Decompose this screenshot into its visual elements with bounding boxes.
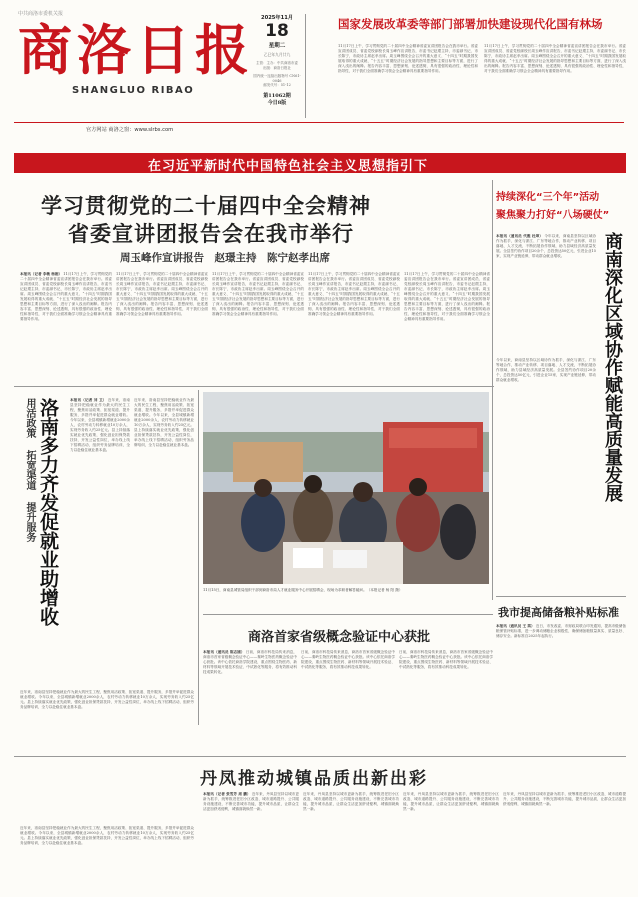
lead-title-line-1[interactable]: 学习贯彻党的二十届四中全会精神 [41,194,371,218]
lead-body-3: 11月17日上午，学习贯彻党的二十届四中全会精神省委宣讲团报告会在我市举行。省委宣讲团成员、省委党校副校长周玉峰作宣讲报告，市委书记赵璟主持，市委副书记、市长陈宁，市政协主席赵孝出席。周玉峰围绕全会召开的重大意义、“十四五”时期我国发展取得的重大成就、“十五五”时期经济社会发展的指导思想和主要目标等方面，进行了深入浅出的阐释。报告内容丰富、思想深刻、论述透彻，具有很强的政治性、理论性和指导性，对于我们全面准确学习领会全会精神具有重要指导作用。 [308,272,400,316]
right-body-a [496,234,596,354]
left-body-b: 近年来，洛南县坚持把稳就业作为最大的民生工程，聚焦用活政策、拓宽渠道、提升服务，多措并举促进群众就业增收。今年以来，全县城镇新增就业2000余人，农村劳动力转移就业10万余人，实现劳务收入约25亿元。县上持续落实就业优先政策，强化创业担保贷款扶持，开发公益性岗位，举办线上线下招聘活动，组织劳务品牌培训，全力以赴稳住就业基本盘。 [134,398,194,447]
date-day: 18 [265,21,289,41]
lead-byline: 本报讯（记者 李敏 杨娟） [20,272,63,276]
weekday: 星期二 [268,43,286,49]
lab-body-c: 日前，商洛市科技局传来消息，商洛市首家省级概念验证中心——秦岭生物医药概念验证中心获批。该中心依托商洛学院建设，重点围绕生物医药、新材料等领域开展技术验证、中试熟化等服务，将有效推动科技成果转化。 [399,650,493,669]
right-kicker-1: 持续深化“三个年”活动 [496,192,600,203]
top-right-headline[interactable]: 国家发展改革委等部门部署加快建设现代化国有林场 [338,17,603,31]
info-line-2: 邮发代号：51-12 [263,83,291,87]
top-right-body-2: 11月17日上午，学习贯彻党的二十届四中全会精神省委宣讲团报告会在我市举行。省委宣讲团成员、省委党校副校长周玉峰作宣讲报告，市委书记赵璟主持，市委副书记、市长陈宁，市政协主席赵孝出席。周玉峰围绕全会召开的重大意义、“十四五”时期我国发展取得的重大成就、“十五五”时期经济社会发展的指导思想和主要目标等方面，进行了深入浅出的阐释。报告内容丰富、思想深刻、论述透彻，具有很强的政治性、理论性和指导性，对于我们全面准确学习领会全会精神具有重要指导作用。 [484,44,626,73]
right-divider [492,180,493,600]
lead-body-0: 11月17日上午，学习贯彻党的二十届四中全会精神省委宣讲团报告会在我市举行。省委宣讲团成员、省委党校副校长周玉峰作宣讲报告，市委书记赵璟主持，市委副书记、市长陈宁，市政协主席赵孝出席。周玉峰围绕全会召开的重大意义、“十四五”时期我国发展取得的重大成就、“十五五”时期经济社会发展的指导思想和主要目标等方面，进行了深入浅出的阐释。报告内容丰富、思想深刻、论述透彻，具有很强的政治性、理论性和指导性，对于我们全面准确学习领会全会精神具有重要指导作用。 [20,272,112,321]
left-body-a [70,398,130,728]
right-vertical-title[interactable]: 商南深化区域协作赋能高质量发展 [602,232,623,502]
right-body-b: 今年以来，商南县坚持以区域协作为抓手，深化与浙江、广东等地合作，推动产业转移、项目落地、人才交流，不断拓展协作领域，助力县域经济高质量发展。全县签约协作项目20余个，总投资达50亿元，引进企业15家，实现产业链延伸，带动群众就业增收。 [496,358,596,382]
masthead-pinyin: SHANGLUO RIBAO [72,85,195,96]
left-body-c: 近年来，洛南县坚持把稳就业作为最大的民生工程，聚焦用活政策、拓宽渠道、提升服务，多措并举促进群众就业增收。今年以来，全县城镇新增就业2000余人，农村劳动力转移就业10万余人，实现劳务收入约25亿元。县上持续落实就业优先政策，强化创业担保贷款扶持，开发公益性岗位，举办线上线下招聘活动，组织劳务品牌培训，全力以赴稳住就业基本盘。 [20,690,194,709]
lab-top-rule [203,614,493,615]
sponsor-label: 中共商洛市委机关报 [18,11,64,17]
masthead-divider [305,14,306,118]
lead-byline-col [20,272,112,382]
lead-body-2: 11月17日上午，学习贯彻党的二十届四中全会精神省委宣讲团报告会在我市举行。省委宣讲团成员、省委党校副校长周玉峰作宣讲报告，市委书记赵璟主持，市委副书记、市长陈宁，市政协主席赵孝出席。周玉峰围绕全会召开的重大意义、“十四五”时期我国发展取得的重大成就、“十五五”时期经济社会发展的指导思想和主要目标等方面，进行了深入浅出的阐释。报告内容丰富、思想深刻、论述透彻，具有很强的政治性、理论性和指导性，对于我们全面准确学习领会全会精神具有重要指导作用。 [212,272,304,316]
grain-body [496,624,626,750]
photo-scene [203,392,489,584]
cn-number: 国内统一连续出版物号 CN61-0046 [253,74,301,83]
lead-body-4: 11月17日上午，学习贯彻党的二十届四中全会精神省委宣讲团报告会在我市举行。省委宣讲团成员、省委党校副校长周玉峰作宣讲报告，市委书记赵璟主持，市委副书记、市长陈宁，市政协主席赵孝出席。周玉峰围绕全会召开的重大意义、“十四五”时期我国发展取得的重大成就、“十五五”时期经济社会发展的指导思想和主要目标等方面，进行了深入浅出的阐释。报告内容丰富、思想深刻、论述透彻，具有很强的政治性、理论性和指导性，对于我们全面准确学习领会全会精神具有重要指导作用。 [404,272,490,321]
grain-headline[interactable]: 我市提高储备粮补贴标准 [498,606,619,619]
top-right-body-1: 11月17日上午，学习贯彻党的二十届四中全会精神省委宣讲团报告会在我市举行。省委宣讲团成员、省委党校副校长周玉峰作宣讲报告，市委书记赵璟主持，市委副书记、市长陈宁，市政协主席赵孝出席。周玉峰围绕全会召开的重大意义、“十四五”时期我国发展取得的重大成就、“十五五”时期经济社会发展的指导思想和主要目标等方面，进行了深入浅出的阐释。报告内容丰富、思想深刻、论述透彻，具有很强的政治性、理论性和指导性，对于我们全面准确学习领会全会精神具有重要指导作用。 [338,44,478,73]
grain-byline: 本报讯（通讯员 王 茜） [496,624,535,628]
danfeng-body-d: 近年来，丹凤县坚持以城市更新为抓手，统筹推进老旧小区改造、城市道路提升、公共服务设施建设，不断完善城市功能，提升城市品质，让群众生活更加舒适便利，城镇面貌焕然一新。 [503,792,626,806]
lead-subtitle: 周玉峰作宣讲报告 赵璟主持 陈宁赵孝出席 [120,252,330,264]
lab-body-a [203,650,297,750]
issue-number: 第11062期 [263,93,291,99]
danfeng-body-c: 近年来，丹凤县坚持以城市更新为抓手，统筹推进老旧小区改造、城市道路提升、公共服务设施建设，不断完善城市功能，提升城市品质，让群众生活更加舒适便利，城镇面貌焕然一新。 [403,792,499,811]
photo-caption: 11月15日，商南县城管局组织干部到商洛市局人才就业服务中心开展招聘会，现场为求职者解答疑问。（本报记者 杨 阳 摄） [203,588,403,592]
left-vertical-title[interactable]: 洛南多力齐发促就业助增收 [37,398,59,626]
left-byline: 本报讯（记者 刘 卫） [70,398,107,402]
lunar-date: 乙巳年九月廿九 [263,52,291,57]
left-divider [198,390,199,725]
left-side-title-0: 用活政策 [24,398,35,438]
left-body-text-a: 近年来，洛南县坚持把稳就业作为最大的民生工程，聚焦用活政策、拓宽渠道、提升服务，多措并举促进群众就业增收。今年以来，全县城镇新增就业2000余人，农村劳动力转移就业10万余人，实现劳务收入约25亿元。县上持续落实就业优先政策，强化创业担保贷款扶持，开发公益性岗位，举办线上线下招聘活动，组织劳务品牌培训，全力以赴稳住就业基本盘。 [70,398,130,452]
right-body-text-a: 今年以来，商南县坚持以区域协作为抓手，深化与浙江、广东等地合作，推动产业转移、项目落地、人才交流，不断拓展协作领域，助力县域经济高质量发展。全县签约协作项目20余个，总投资达50亿元，引进企业15家，实现产业链延伸，带动群众就业增收。 [496,234,596,258]
lead-body-1: 11月17日上午，学习贯彻党的二十届四中全会精神省委宣讲团报告会在我市举行。省委宣讲团成员、省委党校副校长周玉峰作宣讲报告，市委书记赵璟主持，市委副书记、市长陈宁，市政协主席赵孝出席。周玉峰围绕全会召开的重大意义、“十四五”时期我国发展取得的重大成就、“十五五”时期经济社会发展的指导思想和主要目标等方面，进行了深入浅出的阐释。报告内容丰富、思想深刻、论述透彻，具有很强的政治性、理论性和指导性，对于我们全面准确学习领会全会精神具有重要指导作用。 [116,272,208,316]
lab-body-text-a: 日前，商洛市科技局传来消息，商洛市首家省级概念验证中心——秦岭生物医药概念验证中心获批。该中心依托商洛学院建设，重点围绕生物医药、新材料等领域开展技术验证、中试熟化等服务，将有效推动科技成果转化。 [203,650,297,674]
danfeng-byline: 本报讯（记者 张雪芳 周 鹏） [203,792,251,796]
grain-body-text: 近日，市发改委、市财政局联合印发通知，提高市级储备粮保管补贴标准，进一步调动储粮企业积极性，确保储备粮数量真实、质量良好、储存安全。新标准自2025年起执行。 [496,624,626,638]
danfeng-body-a [203,792,299,888]
page-count: 今日8版 [267,100,287,106]
danfeng-body-b: 近年来，丹凤县坚持以城市更新为抓手，统筹推进老旧小区改造、城市道路提升、公共服务设施建设，不断完善城市功能，提升城市品质，让群众生活更加舒适便利，城镇面貌焕然一新。 [303,792,399,811]
left-side-title-2: 提升服务 [24,502,35,542]
grain-top-rule [496,596,626,597]
center-photo [203,392,489,584]
right-byline: 本报讯（通讯员 代雅 杜坤） [496,234,544,238]
lab-headline[interactable]: 商洛首家省级概念验证中心获批 [248,630,431,645]
danfeng-headline[interactable]: 丹凤推动城镇品质出新出彩 [200,769,428,789]
lead-bottom-rule [14,386,494,387]
website-line[interactable]: 官方网站 商洛之窗：www.slrbs.com [86,127,174,133]
info-line-0: 主管：主办：中共商洛市委 [256,61,298,65]
banner [14,153,626,173]
info-line-1: 出版：商洛日报社 [263,66,291,70]
lab-body-b: 日前，商洛市科技局传来消息，商洛市首家省级概念验证中心——秦岭生物医药概念验证中心获批。该中心依托商洛学院建设，重点围绕生物医药、新材料等领域开展技术验证、中试熟化等服务，将有效推动科技成果转化。 [301,650,395,669]
banner-text: 在习近平新时代中国特色社会主义思想指引下 [148,159,429,174]
lab-byline: 本报讯（通讯员 陈志刚） [203,650,245,654]
masthead-title: 商洛日报 [18,18,254,82]
lead-title-line-2[interactable]: 省委宣讲团报告会在我市举行 [68,222,354,246]
right-kicker-2: 聚焦聚力打好“八场硬仗” [496,210,610,221]
danfeng-top-rule [14,756,626,757]
date-box [252,14,302,122]
danfeng-body-text-a: 近年来，丹凤县坚持以城市更新为抓手，统筹推进老旧小区改造、城市道路提升、公共服务设施建设，不断完善城市功能，提升城市品质，让群众生活更加舒适便利，城镇面貌焕然一新。 [203,792,299,811]
left-side-title-1: 拓宽渠道 [24,450,35,490]
left-bottom-body: 近年来，洛南县坚持把稳就业作为最大的民生工程，聚焦用活政策、拓宽渠道、提升服务，多措并举促进群众就业增收。今年以来，全县城镇新增就业2000余人，农村劳动力转移就业10万余人，实现劳务收入约25亿元。县上持续落实就业优先政策，强化创业担保贷款扶持，开发公益性岗位，举办线上线下招聘活动，组织劳务品牌培训，全力以赴稳住就业基本盘。 [20,826,194,845]
date-year-month: 2025年11月 [260,15,294,21]
